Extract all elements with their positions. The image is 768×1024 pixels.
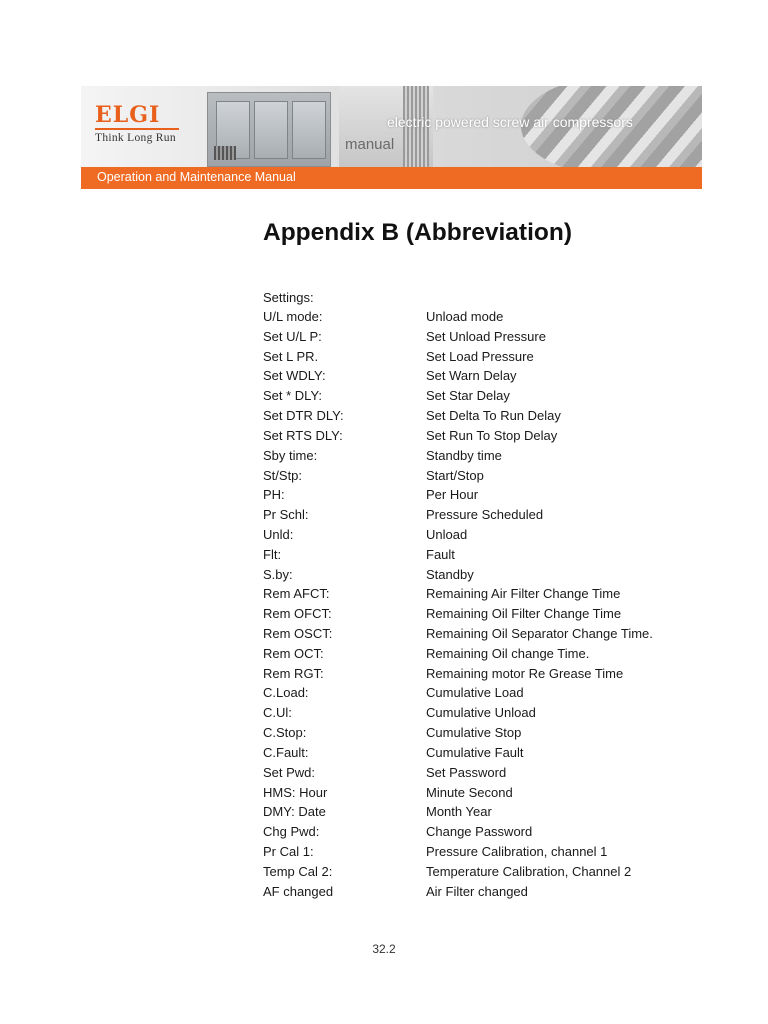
abbreviation-term: Chg Pwd: bbox=[263, 824, 320, 840]
manual-title: Operation and Maintenance Manual bbox=[97, 170, 296, 184]
abbreviation-meaning: Pressure Scheduled bbox=[426, 507, 544, 523]
abbreviation-row bbox=[263, 567, 663, 587]
abbreviation-term: Pr Schl: bbox=[263, 507, 309, 523]
abbreviation-row bbox=[263, 765, 663, 785]
abbreviation-term: Rem AFCT: bbox=[263, 586, 330, 602]
logo-tagline: Think Long Run bbox=[95, 132, 176, 144]
header-banner bbox=[81, 86, 702, 189]
abbreviation-meaning: Unload mode bbox=[426, 309, 504, 324]
page-title: Appendix B (Abbreviation) bbox=[263, 219, 572, 246]
abbreviation-term: Rem RGT: bbox=[263, 665, 324, 681]
abbreviation-row bbox=[263, 368, 663, 388]
abbreviation-meaning: Per Hour bbox=[426, 487, 479, 503]
abbreviation-meaning: Remaining Oil Filter Change Time bbox=[426, 606, 622, 622]
abbreviation-meaning: Temperature Calibration, Channel 2 bbox=[426, 863, 632, 879]
abbreviation-row bbox=[263, 685, 663, 705]
abbreviation-term: C.Ul: bbox=[263, 705, 292, 721]
abbreviation-row bbox=[263, 606, 663, 626]
abbreviation-row bbox=[263, 785, 663, 805]
abbreviation-row bbox=[263, 349, 663, 369]
abbreviation-term: Flt: bbox=[263, 546, 282, 562]
abbreviation-meaning: Pressure Calibration, channel 1 bbox=[426, 843, 608, 859]
abbreviation-term: S.by: bbox=[263, 566, 293, 582]
abbreviation-meaning: Set Run To Stop Delay bbox=[426, 427, 558, 443]
abbreviation-meaning: Set Unload Pressure bbox=[426, 328, 546, 344]
abbreviation-row bbox=[263, 388, 663, 408]
abbreviation-meaning: Month Year bbox=[426, 804, 492, 820]
abbreviation-meaning: Remaining Oil Separator Change Time. bbox=[426, 626, 653, 641]
abbreviation-row bbox=[263, 864, 663, 884]
header-image bbox=[81, 86, 702, 167]
abbreviation-row bbox=[263, 586, 663, 606]
abbreviation-row bbox=[263, 666, 663, 686]
abbreviation-term: U/L mode: bbox=[263, 309, 323, 324]
abbreviation-term: Rem OFCT: bbox=[263, 606, 332, 622]
abbreviation-row bbox=[263, 844, 663, 864]
abbreviation-term: Temp Cal 2: bbox=[263, 863, 333, 879]
abbreviation-row bbox=[263, 725, 663, 745]
abbreviation-term: C.Fault: bbox=[263, 744, 309, 760]
abbreviation-row bbox=[263, 428, 663, 448]
abbreviation-term: Set DTR DLY: bbox=[263, 408, 344, 424]
abbreviation-meaning: Minute Second bbox=[426, 784, 513, 800]
image-word-manual: manual bbox=[345, 136, 395, 153]
machine-panel bbox=[292, 101, 326, 159]
abbreviation-row bbox=[263, 487, 663, 507]
screw-rotor-image bbox=[521, 86, 702, 176]
abbreviation-row bbox=[263, 804, 663, 824]
abbreviation-meaning: Remaining Air Filter Change Time bbox=[426, 586, 621, 602]
abbreviation-meaning: Air Filter changed bbox=[426, 883, 528, 899]
abbreviation-row bbox=[263, 824, 663, 844]
abbreviation-row bbox=[263, 646, 663, 666]
abbreviation-meaning: Remaining motor Re Grease Time bbox=[426, 665, 624, 681]
abbreviation-row bbox=[263, 547, 663, 567]
abbreviation-meaning: Set Delta To Run Delay bbox=[426, 408, 561, 424]
abbreviation-term: Set U/L P: bbox=[263, 328, 322, 344]
abbreviation-meaning: Cumulative Fault bbox=[426, 744, 524, 760]
section-label: Settings: bbox=[263, 290, 314, 305]
abbreviation-meaning: Set Password bbox=[426, 764, 507, 780]
abbreviation-meaning: Remaining Oil change Time. bbox=[426, 645, 590, 661]
machine-panel bbox=[254, 101, 288, 159]
abbreviation-meaning: Fault bbox=[426, 546, 455, 562]
abbreviation-meaning: Set Load Pressure bbox=[426, 348, 534, 364]
image-caption: electric powered screw air compressors bbox=[387, 114, 633, 130]
logo-wordmark: ELGI bbox=[95, 102, 161, 128]
abbreviation-term: C.Load: bbox=[263, 685, 309, 701]
abbreviation-term: C.Stop: bbox=[263, 725, 307, 741]
abbreviation-row bbox=[263, 468, 663, 488]
abbreviation-row bbox=[263, 329, 663, 349]
abbreviation-term: Pr Cal 1: bbox=[263, 843, 314, 859]
abbreviation-row bbox=[263, 448, 663, 468]
abbreviation-meaning: Cumulative Unload bbox=[426, 705, 536, 721]
compressor-machine-image bbox=[207, 92, 331, 167]
abbreviation-meaning: Set Star Delay bbox=[426, 388, 510, 404]
abbreviation-meaning: Start/Stop bbox=[426, 467, 484, 483]
abbreviation-term: Sby time: bbox=[263, 447, 318, 463]
abbreviation-row bbox=[263, 705, 663, 725]
abbreviation-term: PH: bbox=[263, 487, 285, 503]
abbreviation-term: Set WDLY: bbox=[263, 368, 326, 384]
abbreviation-row bbox=[263, 745, 663, 765]
abbreviation-term: Unld: bbox=[263, 526, 294, 542]
abbreviation-term: St/Stp: bbox=[263, 467, 303, 483]
logo-underline bbox=[95, 128, 179, 130]
page-number: 32.2 bbox=[372, 942, 396, 956]
abbreviation-row bbox=[263, 408, 663, 428]
machine-vent bbox=[214, 146, 236, 160]
abbreviation-term: Set RTS DLY: bbox=[263, 427, 343, 443]
abbreviation-meaning: Cumulative Load bbox=[426, 685, 524, 701]
abbreviation-term: DMY: Date bbox=[263, 804, 326, 820]
abbreviation-meaning: Unload bbox=[426, 526, 468, 542]
abbreviation-row bbox=[263, 626, 663, 646]
header-bar bbox=[81, 167, 702, 189]
abbreviation-meaning: Standby time bbox=[426, 447, 502, 463]
abbreviation-meaning: Set Warn Delay bbox=[426, 368, 517, 384]
abbreviation-meaning: Cumulative Stop bbox=[426, 725, 522, 741]
abbreviation-row bbox=[263, 527, 663, 547]
abbreviation-term: Rem OSCT: bbox=[263, 626, 333, 641]
abbreviation-term: Rem OCT: bbox=[263, 645, 324, 661]
abbreviation-term: HMS: Hour bbox=[263, 784, 328, 800]
abbreviation-row bbox=[263, 507, 663, 527]
abbreviation-term: Set * DLY: bbox=[263, 388, 323, 404]
abbreviation-row bbox=[263, 884, 663, 904]
abbreviation-row bbox=[263, 309, 663, 329]
abbreviation-term: AF changed bbox=[263, 883, 334, 899]
company-logo bbox=[95, 104, 195, 144]
abbreviation-meaning: Standby bbox=[426, 566, 474, 582]
abbreviation-meaning: Change Password bbox=[426, 824, 533, 840]
abbreviation-term: Set Pwd: bbox=[263, 764, 316, 780]
abbreviation-list bbox=[263, 309, 663, 903]
abbreviation-term: Set L PR. bbox=[263, 348, 319, 364]
